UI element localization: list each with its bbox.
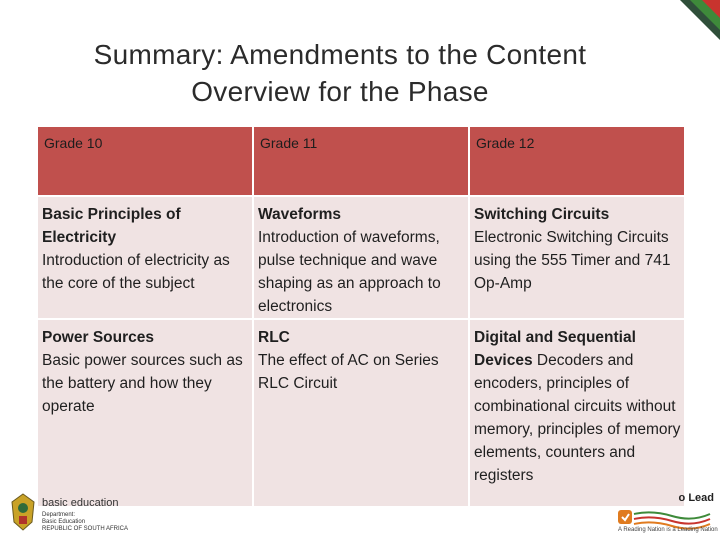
dbe-logo [8, 488, 158, 538]
cell-heading: Waveforms [258, 206, 341, 223]
coat-of-arms-icon [8, 492, 38, 532]
cell-body: Introduction of waveforms, pulse technique and wave shaping as an approach to electronics [258, 229, 441, 315]
table-cell [254, 197, 468, 318]
reading-nation-logo-icon [612, 508, 712, 538]
table-row [38, 320, 684, 506]
table-cell [38, 197, 252, 318]
dbe-sub-line: Basic Education [42, 519, 86, 525]
cell-heading: Switching Circuits [474, 206, 610, 223]
cell-heading: RLC [258, 329, 290, 346]
dbe-sub-line: REPUBLIC OF SOUTH AFRICA [42, 526, 129, 532]
cell-body: Introduction of electricity as the core of the subject [42, 252, 230, 292]
title-line-2: Overview for the Phase [191, 76, 489, 107]
table-cell [254, 320, 468, 506]
cell-body: Electronic Switching Circuits using the 555 Timer and 741 Op-Amp [474, 229, 671, 292]
slide-title [40, 36, 640, 110]
cell-body: The effect of AC on Series RLC Circuit [258, 352, 439, 392]
cell-heading: Digital and Sequential Devices [474, 329, 636, 369]
header-row [38, 127, 684, 195]
cell-heading: Basic Principles of Electricity [42, 206, 181, 246]
title-line-1: Summary: Amendments to the Content [93, 39, 587, 70]
slogan-text: A Reading Nation is a Leading Nation [618, 527, 718, 533]
header-grade-12: Grade 12 [470, 127, 684, 195]
header-grade-10: Grade 10 [38, 127, 252, 195]
header-grade-11: Grade 11 [254, 127, 468, 195]
content-table [36, 125, 686, 508]
cell-heading: Power Sources [42, 329, 154, 346]
corner-decoration-red [702, 0, 720, 18]
dbe-subtitle [42, 512, 128, 533]
dbe-sub-line: Department: [42, 512, 76, 518]
table-row [38, 197, 684, 318]
lead-text: o Lead [678, 492, 714, 504]
table-cell [38, 320, 252, 506]
cell-body: Decoders and encoders, principles of combinational circuits without memory, principles of memory elements, counters and registers [474, 352, 681, 484]
dbe-name: basic education [42, 497, 119, 509]
table-cell [470, 320, 684, 506]
cell-body: Basic power sources such as the battery and how they operate [42, 352, 243, 415]
table-cell [470, 197, 684, 318]
